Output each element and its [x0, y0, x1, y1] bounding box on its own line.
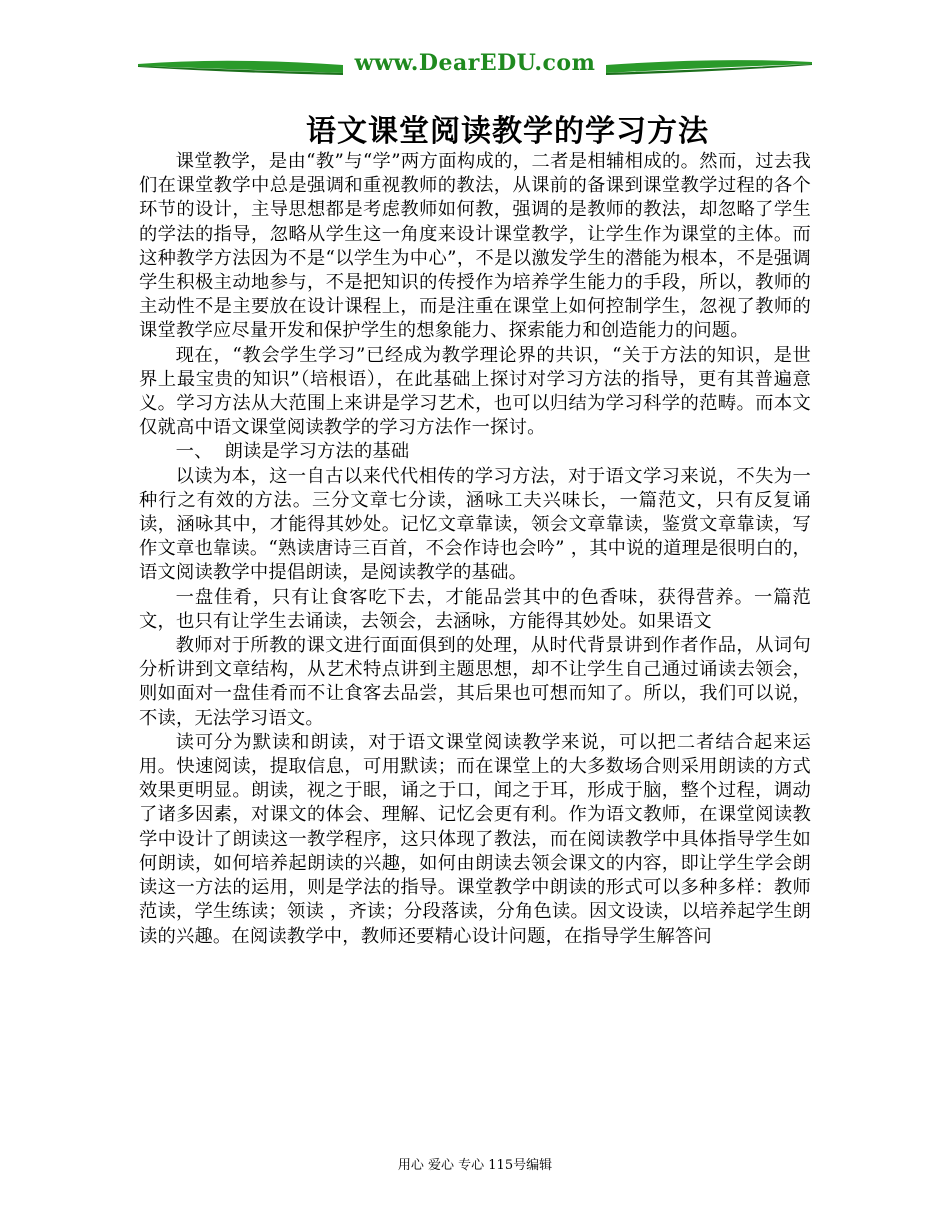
site-logo: www.DearEDU.com: [354, 50, 596, 76]
document-title: 语文课堂阅读教学的学习方法: [306, 114, 709, 149]
page-footer: 用心 爱心 专心 115号编辑: [397, 1158, 553, 1173]
section-heading: 一、 朗读是学习方法的基础: [175, 441, 410, 463]
document-body: [139, 150, 811, 949]
paragraph: 一盘佳肴，只有让食客吃下去，才能品尝其中的色香味，获得营养。一篇范文，也只有让学生去诵读，去领会，去涵咏，方能得其妙处。如果语文: [139, 586, 811, 632]
site-header: [138, 44, 812, 88]
paragraph: 读可分为默读和朗读，对于语文课堂阅读教学来说，可以把二者结合起来运用。快速阅读，提取信息，可用默读；而在课堂上的大多数场合则采用朗读的方式效果更明显。朗读，视之于眼，诵之于口，闻之于耳，形成于脑，整个过程，调动了诸多因素，对课文的体会、理解、记忆会更有利。作为语文教师，在课堂阅读教学中设计了朗读这一教学程序，这只体现了教法，而在阅读教学中具体指导学生如何朗读，如何培养起朗读的兴趣，如何由朗读去领会课文的内容，即让学生学会朗读这一方法的运用，则是学法的指导。课堂教学中朗读的形式可以多种多样：教师范读，学生练读；领读 ，齐读；分段落读，分角色读。因文设读，以培养起学生朗读的兴趣。在阅读教学中，教师还要精心设计问题，在指导学生解答问: [139, 731, 811, 947]
paragraph: 以读为本，这一自古以来代代相传的学习方法，对于语文学习来说，不失为一种行之有效的方法。三分文章七分读，涵咏工夫兴味长，一篇范文，只有反复诵读，涵咏其中，才能得其妙处。记忆文章靠读，领会文章靠读，鉴赏文章靠读，写作文章也靠读。“熟读唐诗三百首，不会作诗也会吟” ，其中说的道理是很明白的，语文阅读教学中提倡朗读，是阅读教学的基础。: [139, 465, 811, 584]
paragraph: 教师对于所教的课文进行面面俱到的处理，从时代背景讲到作者作品，从词句分析讲到文章结构，从艺术特点讲到主题思想，却不让学生自己通过诵读去领会，则如面对一盘佳肴而不让食客去品尝，其后果也可想而知了。所以，我们可以说，不读，无法学习语文。: [139, 635, 811, 729]
paragraph: 现在，“教会学生学习”已经成为教学理论界的共识，“关于方法的知识，是世界上最宝贵的知识”（培根语），在此基础上探讨对学习方法的指导，更有其普遍意义。学习方法从大范围上来讲是学习艺术，也可以归结为学习科学的范畴。而本文仅就高中语文课堂阅读教学的学习方法作一探讨。: [139, 344, 811, 439]
paragraph: 课堂教学，是由“教”与“学”两方面构成的，二者是相辅相成的。然而，过去我们在课堂教学中总是强调和重视教师的教法，从课前的备课到课堂教学过程的各个环节的设计，主导思想都是考虑教师如何教，强调的是教师的教法，却忽略了学生的学法的指导，忽略从学生这一角度来设计课堂教学，让学生作为课堂的主体。而这种教学方法因为不是“以学生为中心”，不是以激发学生的潜能为根本，不是强调学生积极主动地参与，不是把知识的传授作为培养学生能力的手段，所以，教师的主动性不是主要放在设计课程上，而是注重在课堂上如何控制学生，忽视了教师的课堂教学应尽量开发和保护学生的想象能力、探索能力和创造能力的问题。: [139, 151, 811, 342]
